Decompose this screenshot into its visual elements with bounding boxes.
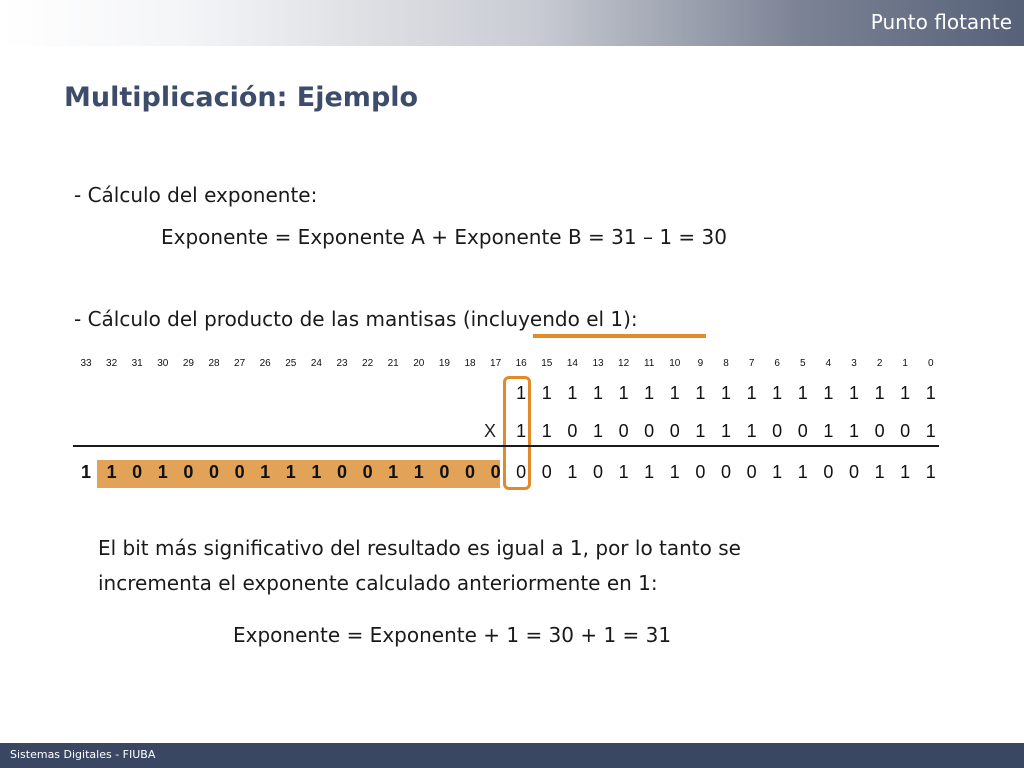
final-exponent-formula: Exponente = Exponente + 1 = 30 + 1 = 31 <box>233 623 672 647</box>
result-bit: 1 <box>80 462 91 482</box>
result-bit: 1 <box>285 462 296 482</box>
result-bit: 0 <box>362 462 373 482</box>
operand-b-bit: 1 <box>823 421 834 441</box>
bit-index-label: 24 <box>310 358 322 369</box>
result-bit: 0 <box>516 462 527 482</box>
highlight-underline <box>533 334 706 338</box>
sum-rule-line <box>73 445 939 447</box>
operand-b-bit: 0 <box>618 421 629 441</box>
operand-a-bit: 1 <box>720 383 731 403</box>
section-title: Punto flotante <box>870 10 1012 34</box>
bit-index-label: 13 <box>592 358 604 369</box>
bit-index-label: 12 <box>618 358 630 369</box>
operand-a-bit: 1 <box>772 383 783 403</box>
result-bit: 0 <box>541 462 552 482</box>
bit-index-label: 17 <box>490 358 502 369</box>
result-bit: 0 <box>695 462 706 482</box>
result-bit: 0 <box>208 462 219 482</box>
operand-b-bit: 0 <box>669 421 680 441</box>
operand-a-bit: 1 <box>516 383 527 403</box>
result-bit: 1 <box>260 462 271 482</box>
operand-b-bit: 0 <box>567 421 578 441</box>
result-bit: 1 <box>874 462 885 482</box>
result-bit: 1 <box>669 462 680 482</box>
operand-a-bit: 1 <box>874 383 885 403</box>
bit-index-label: 6 <box>774 358 780 369</box>
operand-a-bit: 1 <box>695 383 706 403</box>
operand-a-bit: 1 <box>925 383 936 403</box>
result-bit: 0 <box>746 462 757 482</box>
bit-index-label: 2 <box>876 358 883 369</box>
operand-b-bit: 1 <box>925 421 936 441</box>
bit-index-label: 1 <box>902 358 908 369</box>
result-bit: 1 <box>157 462 168 482</box>
operand-a-bit: 1 <box>900 383 911 403</box>
operand-b-bit: 0 <box>797 421 808 441</box>
operand-b-bit: 0 <box>874 421 885 441</box>
bit-index-label: 15 <box>541 358 553 369</box>
operand-b-bit: 1 <box>746 421 757 441</box>
bit-index-label: 25 <box>285 358 297 369</box>
operand-b-bit: 1 <box>592 421 603 441</box>
result-bit: 0 <box>592 462 603 482</box>
bit-index-label: 8 <box>723 358 729 369</box>
bit-index-label: 28 <box>208 358 220 369</box>
operand-a-bit: 1 <box>592 383 603 403</box>
operand-a-bit: 1 <box>541 383 552 403</box>
operand-b-bit: 1 <box>720 421 731 441</box>
bit-index-label: 0 <box>928 358 934 369</box>
bit-index-label: 7 <box>748 358 755 369</box>
result-bit: 1 <box>925 462 936 482</box>
bit-index-label: 26 <box>259 358 271 369</box>
exponent-formula: Exponente = Exponente A + Exponente B = 31 – 1 = 30 <box>161 225 727 249</box>
footer-bar <box>0 743 1024 768</box>
operand-a-bit: 1 <box>848 383 859 403</box>
bit-index-label: 19 <box>438 358 450 369</box>
result-bit: 0 <box>464 462 475 482</box>
bit-index-label: 29 <box>182 358 194 369</box>
mantissa-heading: - Cálculo del producto de las mantisas (incluyendo el 1): <box>74 307 638 331</box>
result-bit: 1 <box>900 462 911 482</box>
bit-index-label: 16 <box>515 358 527 369</box>
bit-index-label: 9 <box>697 358 704 369</box>
result-bit: 1 <box>772 462 783 482</box>
bit-index-label: 27 <box>234 358 246 369</box>
bit-index-label: 4 <box>825 358 832 369</box>
footer-course: Sistemas Digitales - FIUBA <box>10 748 156 761</box>
operand-b-bit: 1 <box>695 421 706 441</box>
operand-b-bit: 1 <box>848 421 859 441</box>
operand-a-bit: 1 <box>746 383 757 403</box>
operand-a-bit: 1 <box>797 383 808 403</box>
multiply-sign: X <box>484 421 497 441</box>
result-bit: 0 <box>720 462 731 482</box>
operand-a-bit: 1 <box>567 383 578 403</box>
result-bit: 0 <box>183 462 194 482</box>
operand-b-bit: 1 <box>541 421 552 441</box>
result-bit: 0 <box>234 462 245 482</box>
bit-index-label: 10 <box>669 358 681 369</box>
header-bar <box>0 0 1024 46</box>
result-bit: 0 <box>439 462 450 482</box>
slide-title: Multiplicación: Ejemplo <box>64 82 419 113</box>
result-bit: 0 <box>823 462 834 482</box>
operand-b-bit: 1 <box>516 421 527 441</box>
result-bit: 1 <box>413 462 424 482</box>
operand-b-bit: 0 <box>644 421 655 441</box>
operand-b-bit: 0 <box>900 421 911 441</box>
bit-index-label: 3 <box>851 358 857 369</box>
result-bit: 1 <box>644 462 655 482</box>
result-bit: 1 <box>311 462 322 482</box>
result-bit: 0 <box>336 462 347 482</box>
bit-index-label: 23 <box>336 358 348 369</box>
result-bit: 1 <box>618 462 629 482</box>
bit-index-label: 18 <box>464 358 476 369</box>
bit-index-label: 22 <box>362 358 374 369</box>
bit-index-label: 30 <box>157 358 169 369</box>
bit-index-label: 14 <box>566 358 578 369</box>
result-bit: 0 <box>848 462 859 482</box>
result-bit: 1 <box>388 462 399 482</box>
operand-a-bit: 1 <box>669 383 680 403</box>
explanation-line-2: incrementa el exponente calculado anteriormente en 1: <box>98 571 658 595</box>
bit-index-label: 11 <box>643 358 655 369</box>
operand-a-bit: 1 <box>823 383 834 403</box>
result-bit: 1 <box>567 462 578 482</box>
operand-b-bit: 0 <box>772 421 783 441</box>
operand-a-bit: 1 <box>618 383 629 403</box>
result-bit: 0 <box>490 462 501 482</box>
bit-index-label: 31 <box>131 358 143 369</box>
explanation-line-1: El bit más significativo del resultado es igual a 1, por lo tanto se <box>98 536 741 560</box>
result-bit: 1 <box>797 462 808 482</box>
operand-a-bit: 1 <box>644 383 655 403</box>
bit-index-label: 20 <box>413 358 425 369</box>
bit-index-label: 33 <box>80 358 92 369</box>
bit-index-label: 21 <box>387 358 399 369</box>
bit-index-label: 32 <box>106 358 118 369</box>
result-bit: 1 <box>106 462 117 482</box>
exponent-heading: - Cálculo del exponente: <box>74 183 318 207</box>
result-bit: 0 <box>132 462 143 482</box>
bit-index-label: 5 <box>800 358 806 369</box>
